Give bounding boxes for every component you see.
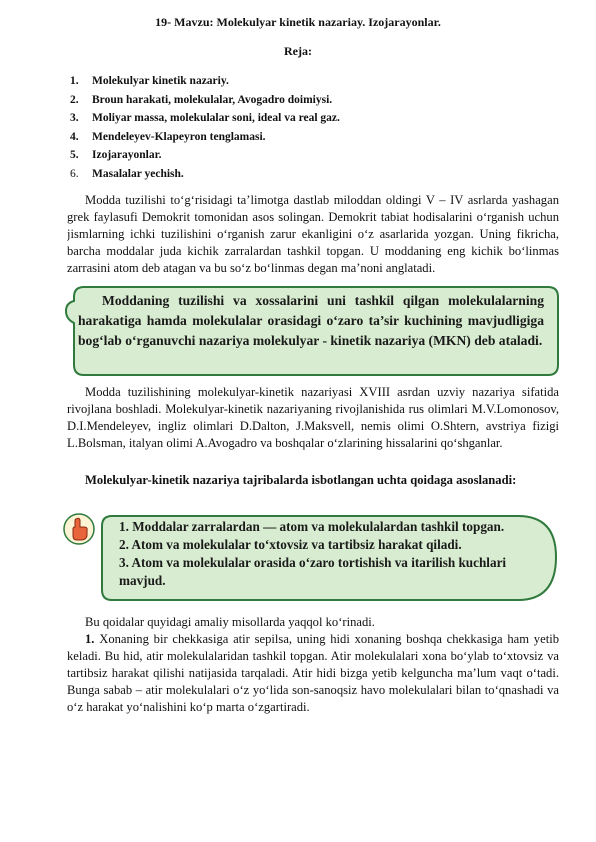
rule-item: 2. Atom va molekulalar to‘xtovsiz va tartibsiz harakat qiladi. [119,537,462,552]
plan-item: 4. Mendeleyev-Klapeyron tenglamasi. [70,130,266,143]
paragraph-rules-intro: Molekulyar-kinetik nazariya tajribalarda isbotlangan uchta qoidaga asoslanadi: [85,473,517,487]
paragraph-examples: Bu qoidalar quyidagi amaliy misollarda yaqqol ko‘rinadi. 1. Xonaning bir chekkasiga atir sepilsa, uning hidi xonaning boshqa chekkasiga ham yetib keladi. Bu hid, atir molekulalaridan tashkil topgan. Atir molekulalari xona bo‘ylab to‘xtovsiz va tartibsiz harakat qilishi natijasida tarqaladi. Atir hidi bizga yetib kelguncha ma’lum vaqt o‘tadi. Bunga sabab – atir molekulalari o‘z yo‘lida son-sanoqsiz havo molekulalari bilan to‘qnashadi va o‘z harakat yo‘nalishini ko‘p marta o‘zgartiradi. [67,615,559,715]
plan-heading: Reja: [284,44,312,58]
page-title: 19- Mavzu: Molekulyar kinetik nazariay. Izojarayonlar. [155,15,441,29]
plan-item: 2. Broun harakati, molekulalar, Avogadro doimiysi. [70,93,333,106]
rule-item: 3. Atom va molekulalar orasida o‘zaro tortishish va itarilish kuchlari mavjud. [119,555,507,588]
rules-box [62,512,562,608]
plan-item: 6. Masalalar yechish. [70,167,184,180]
pointing-hand-icon [62,512,96,546]
definition-box [62,283,562,379]
rules-text [119,518,519,590]
plan-item: 3. Moliyar massa, molekulalar soni, ideal va real gaz. [70,112,340,124]
plan-item: 5. Izojarayonlar. [70,149,162,161]
paragraph-demokrit: Modda tuzilishi to‘g‘risidagi ta’limotga dastlab miloddan oldingi V – IV asrlarda yashagan grek faylasufi Demokrit tomonidan asos solingan. Demokrit tabiat hodisalarini o‘rganish uchun jismlarning ichki tuzilishini o‘rganish zarur ekanligini o‘z asarlarida yozgan. Uning fikricha, barcha moddalar juda kichik zarralardan tashkil topgan. U moddaning eng kichik bo‘linmas zarrasini atom deb atagan va bu so‘z bo‘linmas degan ma’noni anglatadi. [67,193,559,276]
definition-text: Moddaning tuzilishi va xossalarini uni tashkil qilgan molekulalarning harakatiga hamda molekulalar orasidagi o‘zaro ta’sir kuchining mavjudligiga bog‘lab o‘rganuvchi nazariya molekulyar - kinetik nazariya (MKN) deb ataladi. [78,293,544,348]
paragraph-history: Modda tuzilishining molekulyar-kinetik nazariyasi XVIII asrdan uzviy nazariya sifatida rivojlana boshladi. Molekulyar-kinetik nazariyaning rivojlanishida rus olimlari M.V.Lomonosov, D.I.Mendeleyev, ingliz olimlari D.Dalton, J.Maksvell, nemis olimi O.Shtern, avstriya fizigi L.Bolsman, italyan olimi A.Avogadro va boshqalar o‘zlarining hissalarini qo‘shganlar. [67,385,559,451]
rule-item: 1. Moddalar zarralardan — atom va molekulalardan tashkil topgan. [119,519,505,534]
plan-item: 1. Molekulyar kinetik nazariy. [70,75,229,87]
plan-list [70,72,340,183]
